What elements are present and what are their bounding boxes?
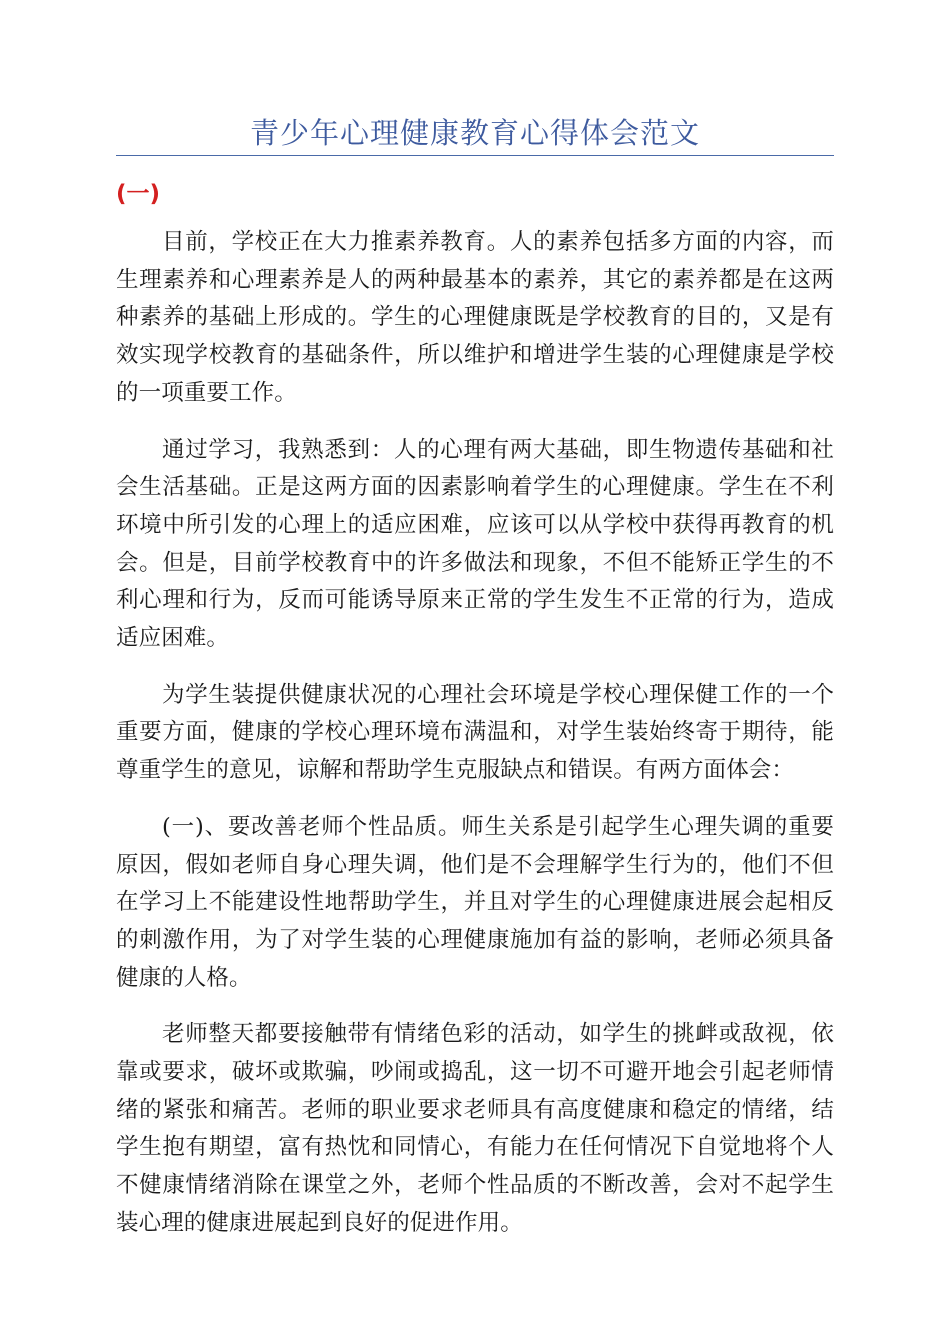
paragraph: 通过学习，我熟悉到：人的心理有两大基础，即生物遗传基础和社会生活基础。正是这两方面的因素影响着学生的心理健康。学生在不利环境中所引发的心理上的适应困难，应该可以从学校中获得再教育的机会。但是，目前学校教育中的许多做法和现象，不但不能矫正学生的不利心理和行为，反而可能诱导原来正常的学生发生不正常的行为，造成适应困难。 bbox=[116, 436, 834, 652]
document-body bbox=[116, 224, 834, 1262]
section-heading: (一) bbox=[116, 181, 161, 207]
paragraph: 目前，学校正在大力推素养教育。人的素养包括多方面的内容，而生理素养和心理素养是人的两种最基本的素养，其它的素养都是在这两种素养的基础上形成的。学生的心理健康既是学校教育的目的，又是有效实现学校教育的基础条件，所以维护和增进学生装的心理健康是学校的一项重要工作。 bbox=[116, 229, 834, 406]
paragraph: (一)、要改善老师个性品质。师生关系是引起学生心理失调的重要原因，假如老师自身心理失调，他们是不会理解学生行为的，他们不但在学习上不能建设性地帮助学生，并且对学生的心理健康进展会起相反的刺激作用，为了对学生装的心理健康施加有益的影响，老师必须具备健康的人格。 bbox=[116, 813, 834, 991]
document-title: 青少年心理健康教育心得体会范文 bbox=[249, 116, 700, 150]
paragraph: 为学生装提供健康状况的心理社会环境是学校心理保健工作的一个重要方面，健康的学校心理环境布满温和，对学生装始终寄于期待，能尊重学生的意见，谅解和帮助学生克服缺点和错误。有两方面体会： bbox=[116, 681, 834, 784]
title-underline bbox=[116, 155, 834, 156]
paragraph: 老师整天都要接触带有情绪色彩的活动，如学生的挑衅或敌视，依靠或要求，破坏或欺骗，吵闹或捣乱，这一切不可避开地会引起老师情绪的紧张和痛苦。老师的职业要求老师具有高度健康和稳定的情绪，结学生抱有期望，富有热忱和同情心，有能力在任何情况下自觉地将个人不健康情绪消除在课堂之外，老师个性品质的不断改善，会对不起学生装心理的健康进展起到良好的促进作用。 bbox=[116, 1021, 834, 1236]
